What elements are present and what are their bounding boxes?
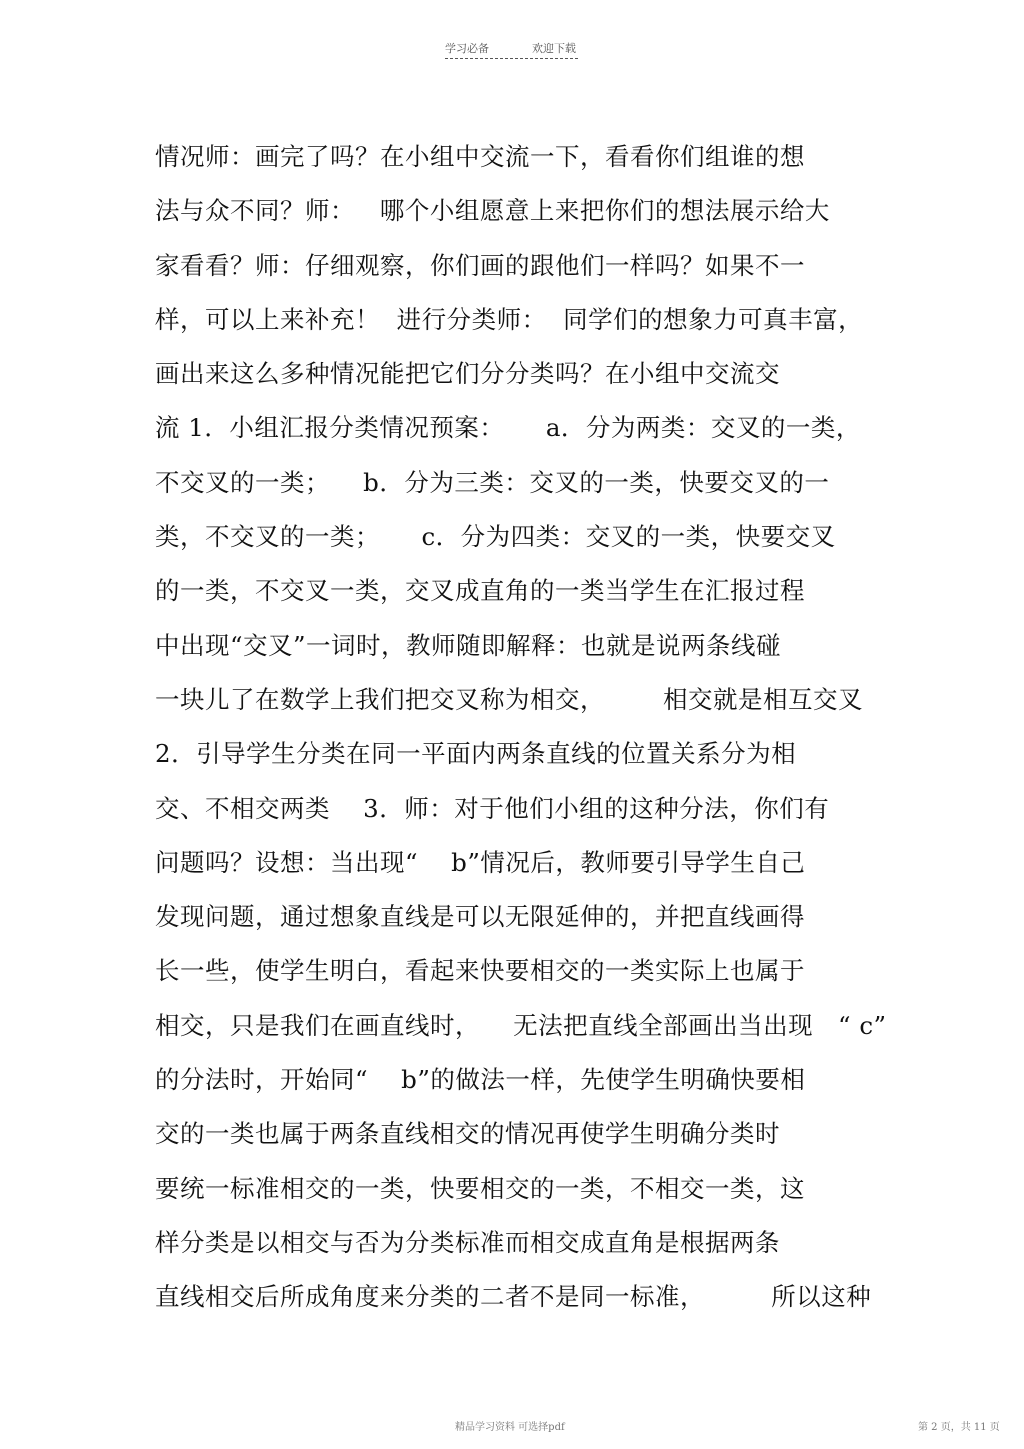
text-line: 发现问题，通过想象直线是可以无限延伸的，并把直线画得 — [155, 902, 805, 932]
document-body — [155, 130, 887, 1325]
text-line: 中出现“交叉”一词时，教师随即解释：也就是说两条线碰 — [155, 630, 782, 660]
text-line: 情况师：画完了吗？在小组中交流一下，看看你们组谁的想 — [155, 142, 805, 171]
header-right-text: 欢迎下载 — [532, 42, 576, 55]
footer-center-text: 精品学习资料 可选择pdf — [455, 1422, 565, 1433]
text-line: 的分法时，开始同“ b”的做法一样，先使学生明确快要相 — [155, 1065, 806, 1095]
text-line: 样分类是以相交与否为分类标准而相交成直角是根据两条 — [155, 1227, 780, 1257]
text-line: 法与众不同？师： 哪个小组愿意上来把你们的想法展示给大 — [155, 196, 830, 226]
header-divider — [445, 58, 578, 59]
text-line: 交、不相交两类 3．师：对于他们小组的这种分法，你们有 — [155, 793, 830, 823]
text-line: 样，可以上来补充！ 进行分类师： 同学们的想象力可真丰富， — [155, 304, 864, 334]
text-line: 画出来这么多种情况能把它们分分类吗？在小组中交流交 — [155, 359, 780, 389]
text-line: 2．引导学生分类在同一平面内两条直线的位置关系分为相 — [155, 739, 797, 769]
text-line: 一块儿了在数学上我们把交叉称为相交， 相交就是相互交叉 — [155, 684, 864, 714]
text-line: 家看看？师：仔细观察，你们画的跟他们一样吗？如果不一 — [155, 250, 805, 280]
text-line: 要统一标准相交的一类，快要相交的一类，不相交一类，这 — [155, 1173, 805, 1203]
text-line: 的一类，不交叉一类，交叉成直角的一类当学生在汇报过程 — [155, 576, 805, 606]
text-line: 相交，只是我们在画直线时， 无法把直线全部画出当出现 “ c” — [155, 1010, 887, 1040]
page-number: 第 2 页，共 11 页 — [918, 1422, 1000, 1433]
text-line: 流 1．小组汇报分类情况预案： a．分为两类：交叉的一类， — [155, 413, 861, 443]
text-line: 类，不交叉的一类； c．分为四类：交叉的一类，快要交叉 — [155, 522, 836, 552]
header-left-text: 学习必备 — [445, 42, 489, 55]
text-line: 不交叉的一类； b．分为三类：交叉的一类，快要交叉的一 — [155, 467, 830, 497]
text-line: 问题吗？设想：当出现“ b”情况后，教师要引导学生自己 — [155, 847, 806, 877]
text-line: 交的一类也属于两条直线相交的情况再使学生明确分类时 — [155, 1119, 780, 1149]
text-line: 直线相交后所成角度来分类的二者不是同一标准， 所以这种 — [155, 1282, 872, 1312]
text-line: 长一些，使学生明白，看起来快要相交的一类实际上也属于 — [155, 956, 805, 986]
